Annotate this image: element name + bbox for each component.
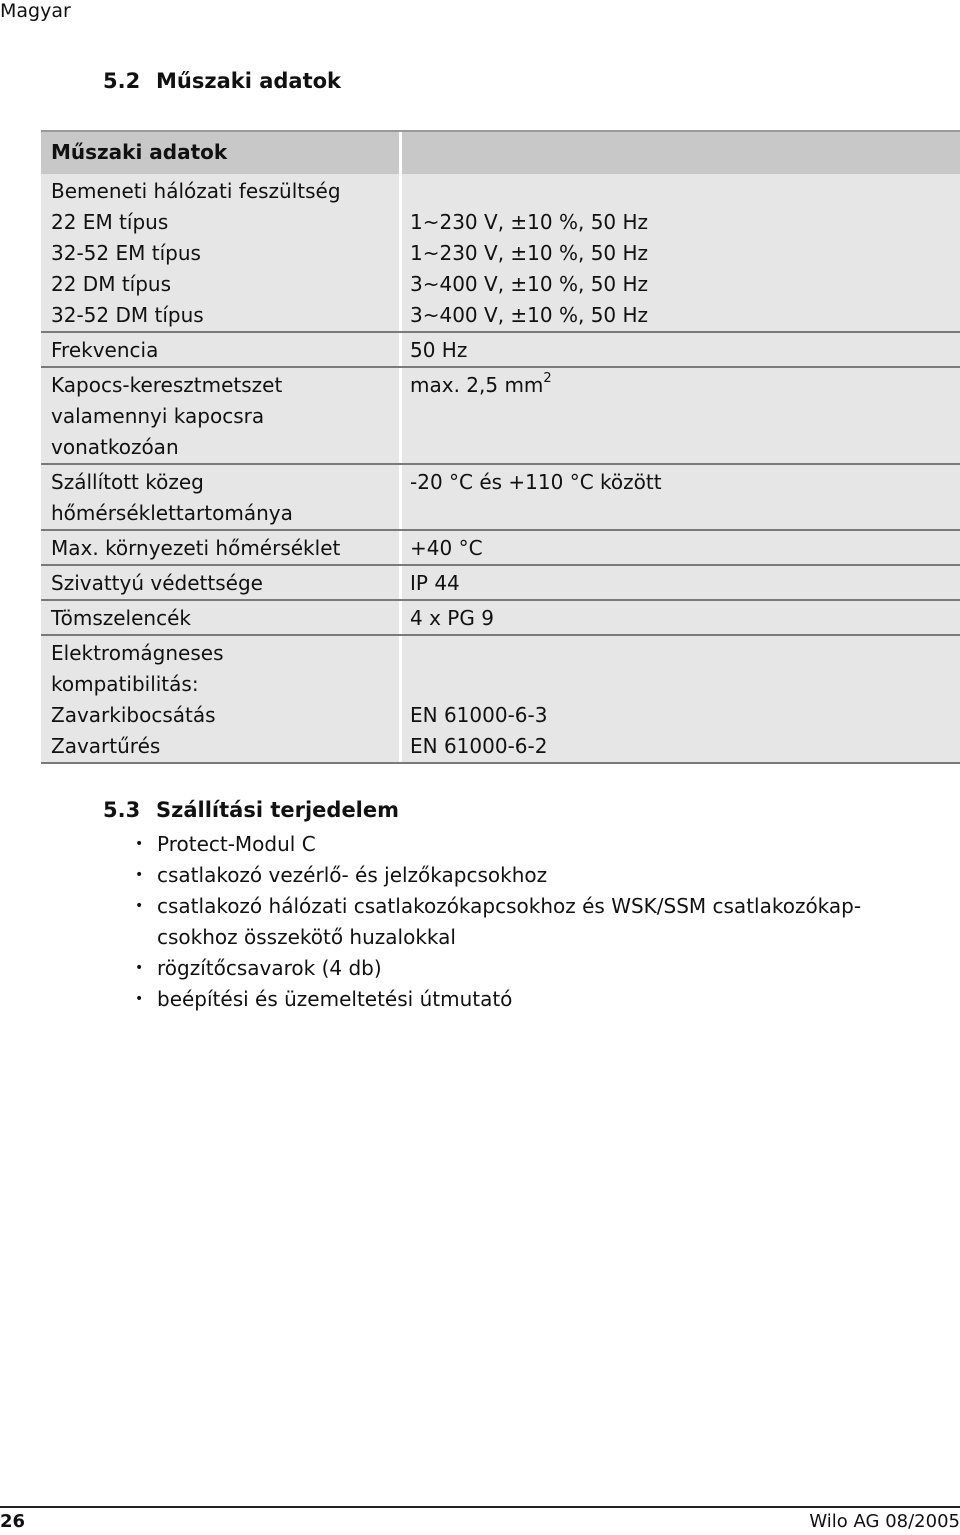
label-line: Zavartűrés <box>51 734 161 758</box>
footer-divider <box>0 1506 960 1508</box>
row-value <box>399 368 960 463</box>
label-line: Bemeneti hálózati feszültség <box>51 179 341 203</box>
label-line: Kapocs-keresztmetszet <box>51 373 283 397</box>
table-row-cable-glands <box>41 601 960 636</box>
value-line: EN 61000-6-2 <box>410 734 548 758</box>
list-item: • Protect-Modul C <box>135 829 907 860</box>
value-line <box>410 669 960 700</box>
list-item: • beépítési és üzemeltetési útmutató <box>135 984 907 1015</box>
value-line: 50 Hz <box>410 338 468 362</box>
value-line <box>410 370 960 401</box>
section-5-3-heading <box>103 798 399 822</box>
value-line: +40 °C <box>410 536 483 560</box>
section-number: 5.3 <box>103 798 141 822</box>
section-title: Szállítási terjedelem <box>156 798 400 822</box>
label-line: kompatibilitás: <box>51 672 199 696</box>
label-line: vonatkozóan <box>51 435 179 459</box>
list-item <box>135 891 907 953</box>
value-line: 1~230 V, ±10 %, 50 Hz <box>410 210 649 234</box>
value-line: IP 44 <box>410 571 460 595</box>
row-value <box>399 636 960 762</box>
label-line: 32-52 DM típus <box>51 303 204 327</box>
row-label <box>41 333 399 366</box>
list-item-line: csokhoz összekötő huzalokkal <box>157 925 456 949</box>
table-row-protection-class <box>41 566 960 601</box>
value-line <box>410 638 960 669</box>
table-row-input-voltage <box>41 174 960 333</box>
row-label <box>41 636 399 762</box>
row-label <box>41 531 399 564</box>
label-line: 32-52 EM típus <box>51 241 201 265</box>
label-line: Tömszelencék <box>51 606 191 630</box>
value-line: -20 °C és +110 °C között <box>410 470 662 494</box>
row-label <box>41 174 399 331</box>
value-superscript: 2 <box>543 371 552 386</box>
footer-publisher: Wilo AG 08/2005 <box>809 1511 960 1532</box>
technical-data-table <box>41 130 960 764</box>
row-value <box>399 601 960 634</box>
value-line: 3~400 V, ±10 %, 50 Hz <box>410 272 649 296</box>
value-line: 3~400 V, ±10 %, 50 Hz <box>410 303 649 327</box>
value-line: EN 61000-6-3 <box>410 703 548 727</box>
page-number: 26 <box>0 1511 26 1532</box>
table-row-fluid-temperature <box>41 465 960 531</box>
value-line: 1~230 V, ±10 %, 50 Hz <box>410 241 649 265</box>
row-value <box>399 465 960 529</box>
row-value <box>399 531 960 564</box>
label-line: 22 EM típus <box>51 210 169 234</box>
section-title: Műszaki adatok <box>156 69 342 93</box>
table-header-value <box>399 132 960 174</box>
table-header-label: Műszaki adatok <box>41 132 399 174</box>
label-line: Elektromágneses <box>51 641 224 665</box>
row-value <box>399 333 960 366</box>
label-line: hőmérséklettartománya <box>51 501 293 525</box>
row-label <box>41 601 399 634</box>
label-line: 22 DM típus <box>51 272 172 296</box>
table-row-frequency <box>41 333 960 368</box>
label-line: valamennyi kapocsra <box>51 404 265 428</box>
row-label <box>41 566 399 599</box>
scope-of-delivery-list <box>135 829 907 1015</box>
row-label <box>41 465 399 529</box>
label-line: Szállított közeg <box>51 470 204 494</box>
value-line <box>410 176 960 207</box>
table-row-emc <box>41 636 960 764</box>
label-line: Zavarkibocsátás <box>51 703 216 727</box>
value-line: 4 x PG 9 <box>410 606 494 630</box>
section-number: 5.2 <box>103 69 141 93</box>
list-item-line: csatlakozó hálózati csatlakozókapcsokhoz és WSK/SSM csatlakozókap- <box>157 894 862 918</box>
label-line: Frekvencia <box>51 338 159 362</box>
table-header <box>41 130 960 174</box>
section-5-2-heading <box>103 69 341 93</box>
row-value <box>399 174 960 331</box>
list-item: • csatlakozó vezérlő- és jelzőkapcsokhoz <box>135 860 907 891</box>
language-label: Magyar <box>0 0 71 22</box>
row-value <box>399 566 960 599</box>
table-row-ambient-temperature <box>41 531 960 566</box>
row-label <box>41 368 399 463</box>
label-line: Szivattyú védettsége <box>51 571 263 595</box>
value-text: max. 2,5 mm <box>410 373 544 397</box>
list-item: • rögzítőcsavarok (4 db) <box>135 953 907 984</box>
label-line: Max. környezeti hőmérséklet <box>51 536 341 560</box>
table-row-terminal-cross-section <box>41 368 960 465</box>
